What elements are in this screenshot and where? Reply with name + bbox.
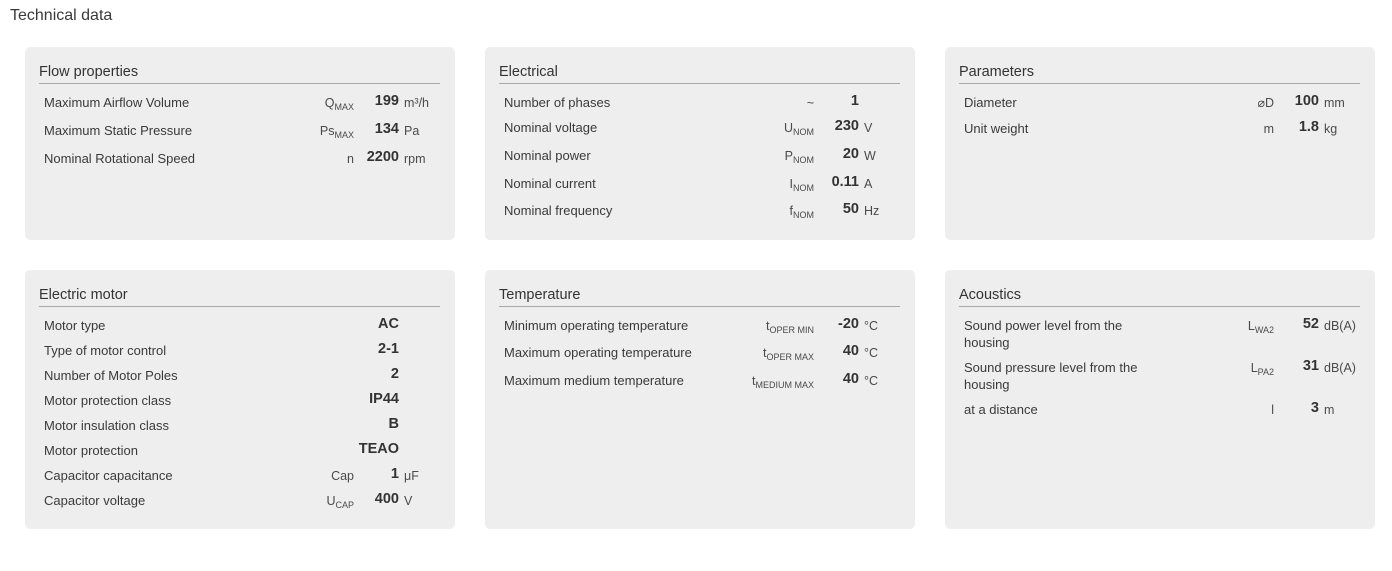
row-unit: °C	[864, 319, 879, 333]
flow-properties-card	[25, 47, 455, 240]
row-value: -20	[838, 316, 859, 332]
row-symbol: m	[1263, 122, 1274, 136]
row-unit: rpm	[404, 152, 426, 166]
row-label: at a distance	[964, 402, 1038, 417]
row-symbol: ~	[806, 96, 814, 110]
row-label: Maximum Static Pressure	[44, 123, 193, 138]
row-value: 134	[374, 121, 399, 137]
row-unit: μF	[404, 469, 419, 483]
row-value: 20	[842, 146, 859, 162]
row-value: 199	[374, 93, 399, 109]
row-value: 2200	[366, 149, 399, 165]
row-label: Unit weight	[964, 121, 1029, 136]
row-symbol: $U_{NOM}$	[783, 121, 814, 137]
row-label: Sound pressure level from the housing	[964, 360, 1138, 392]
row-label: Diameter	[964, 95, 1017, 110]
row-symbol: $L_{WA2}$	[1247, 319, 1274, 335]
card-title: Electric motor	[39, 287, 440, 307]
row-value: 1	[390, 466, 399, 482]
row-value: 100	[1294, 93, 1319, 109]
row-label: Maximum operating temperature	[504, 345, 692, 360]
card-title: Temperature	[499, 287, 900, 307]
row-symbol: Cap	[331, 469, 354, 483]
row-value: 1	[850, 93, 859, 109]
row-label: Number of phases	[504, 95, 611, 110]
row-symbol: $I_{NOM}$	[789, 177, 814, 193]
row-unit: Pa	[404, 124, 420, 138]
row-symbol: l	[1271, 403, 1274, 417]
row-value: B	[388, 416, 399, 432]
row-unit: V	[864, 121, 873, 135]
row-unit: V	[404, 494, 413, 508]
row-label: Nominal frequency	[504, 203, 613, 218]
row-symbol: $Q_{MAX}$	[324, 96, 354, 112]
row-label: Motor protection	[44, 443, 138, 458]
row-label: Capacitor voltage	[44, 493, 146, 508]
row-value: 400	[374, 491, 399, 507]
row-unit: °C	[864, 346, 879, 360]
row-symbol: $Ps_{MAX}$	[319, 124, 354, 140]
row-label: Capacitor capacitance	[44, 468, 173, 483]
row-value: 1.8	[1298, 119, 1319, 135]
temperature-card	[485, 270, 915, 529]
row-value: TEAO	[358, 441, 399, 457]
electrical-card	[485, 47, 915, 240]
row-label: Motor insulation class	[44, 418, 169, 433]
row-unit: A	[864, 177, 873, 191]
row-label: Nominal power	[504, 148, 591, 163]
row-symbol: $U_{CAP}$	[326, 494, 354, 510]
row-symbol: $t_{OPER MIN}$	[766, 319, 814, 335]
row-value: IP44	[369, 391, 399, 407]
row-value: 40	[842, 343, 859, 359]
row-value: 230	[834, 118, 859, 134]
row-label: Maximum medium temperature	[504, 373, 684, 388]
card-title: Electrical	[499, 64, 900, 84]
row-label: Maximum Airflow Volume	[44, 95, 190, 110]
row-symbol: $t_{MEDIUM MAX}$	[752, 374, 814, 390]
row-label: Motor type	[44, 318, 106, 333]
row-unit: m³/h	[404, 96, 429, 110]
row-symbol: $L_{PA2}$	[1250, 361, 1274, 377]
card-title: Parameters	[959, 64, 1360, 84]
row-label: Nominal current	[504, 176, 596, 191]
row-unit: dB(A)	[1324, 361, 1356, 375]
row-value: 0.11	[831, 174, 859, 190]
card-title: Flow properties	[39, 64, 440, 84]
row-label: Motor protection class	[44, 393, 172, 408]
row-unit: kg	[1324, 122, 1338, 136]
row-value: 2-1	[378, 341, 399, 357]
row-symbol: $t_{OPER MAX}$	[763, 346, 814, 362]
row-label: Nominal Rotational Speed	[44, 151, 196, 166]
card-title: Acoustics	[959, 287, 1360, 307]
row-value: 52	[1302, 316, 1319, 332]
row-unit: W	[864, 149, 876, 163]
row-unit: Hz	[864, 204, 880, 218]
row-unit: mm	[1324, 96, 1345, 110]
row-value: AC	[378, 316, 399, 332]
electric-motor-card	[25, 270, 455, 529]
row-value: 40	[842, 371, 859, 387]
parameters-card	[945, 47, 1375, 240]
row-value: 2	[390, 366, 399, 382]
row-label: Minimum operating temperature	[504, 318, 689, 333]
page-title: Technical data	[10, 7, 113, 24]
row-symbol: $P_{NOM}$	[784, 149, 814, 165]
row-value: 3	[1310, 400, 1319, 416]
row-label: Number of Motor Poles	[44, 368, 178, 383]
row-symbol: n	[347, 152, 354, 166]
row-label: Type of motor control	[44, 343, 167, 358]
row-symbol: ⌀D	[1257, 96, 1274, 110]
row-value: 31	[1302, 358, 1319, 374]
row-symbol: $f_{NOM}$	[789, 204, 814, 220]
row-label: Sound power level from the housing	[964, 318, 1123, 350]
row-unit: dB(A)	[1324, 319, 1356, 333]
row-unit: m	[1324, 403, 1335, 417]
row-value: 50	[842, 201, 859, 217]
row-label: Nominal voltage	[504, 120, 598, 135]
row-unit: °C	[864, 374, 879, 388]
acoustics-card	[945, 270, 1375, 529]
